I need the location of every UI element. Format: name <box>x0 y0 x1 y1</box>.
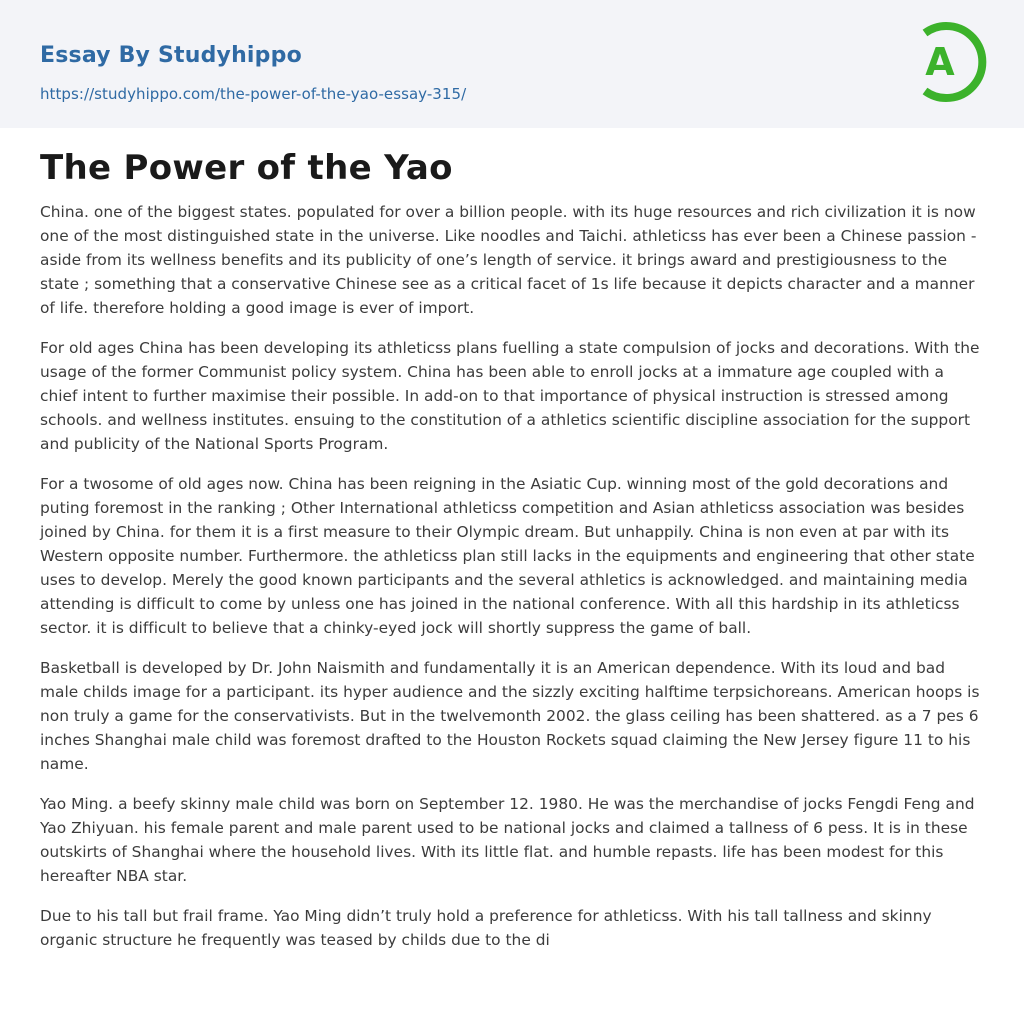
studyhippo-logo-icon[interactable] <box>912 19 988 105</box>
article-paragraph: Basketball is developed by Dr. John Naismith and fundamentally it is an American dependence. With its loud and bad male childs image for a participant. its hyper audience and the sizzly exciting halftime terpsichoreans. American hoops is non truly a game for the conservativists. But in the twelvemonth 2002. the glass ceiling has been shattered. as a 7 pes 6 inches Shanghai male child was foremost drafted to the Houston Rockets squad claiming the New Jersey figure 11 to his name. <box>40 659 980 773</box>
site-header <box>0 0 1024 128</box>
article-body <box>40 140 986 952</box>
article-title: The Power of the Yao <box>40 148 453 188</box>
article-paragraph: For old ages China has been developing its athleticss plans fuelling a state compulsion of jocks and decorations. With the usage of the former Communist policy system. China has been able to enroll jocks at a immature age coupled with a chief intent to further maximise their possible. In add-on to that importance of physical instruction is stressed among schools. and wellness institutes. ensuing to the constitution of a athletics scientific discipline association for the support and publicity of the National Sports Program. <box>40 339 980 453</box>
site-title-link[interactable]: Essay By Studyhippo <box>40 43 302 68</box>
article-paragraph: For a twosome of old ages now. China has been reigning in the Asiatic Cup. winning most of the gold decorations and puting foremost in the ranking ; Other International athleticss competition and Asian athleticss association was besides joined by China. for them it is a first measure to their Olympic dream. But unhappily. China is non even at par with its Western opposite number. Furthermore. the athleticss plan still lacks in the equipments and engineering that other state uses to develop. Merely the good known participants and the several athletics is acknowledged. and maintaining media attending is difficult to come by unless one has joined in the national conference. With all this hardship in its athleticss sector. it is difficult to believe that a chinky-eyed jock will shortly suppress the game of ball. <box>40 475 975 637</box>
article-paragraph: Yao Ming. a beefy skinny male child was born on September 12. 1980. He was the merchandise of jocks Fengdi Feng and Yao Zhiyuan. his female parent and male parent used to be national jocks and claimed a tallness of 6 pess. It is in these outskirts of Shanghai where the household lives. With its little flat. and humble repasts. life has been modest for this hereafter NBA star. <box>40 795 975 885</box>
article-url-link[interactable]: https://studyhippo.com/the-power-of-the-yao-essay-315/ <box>40 85 467 103</box>
logo-letter: A <box>925 40 955 84</box>
article-paragraph: China. one of the biggest states. populated for over a billion people. with its huge resources and rich civilization it is now one of the most distinguished state in the universe. Like noodles and Taichi. athleticss has ever been a Chinese passion -aside from its wellness benefits and its publicity of one’s length of service. it brings award and prestigiousness to the state ; something that a conservative Chinese see as a critical facet of 1s life because it depicts character and a manner of life. therefore holding a good image is ever of import. <box>40 203 977 317</box>
logo-svg <box>912 19 988 105</box>
article-paragraph: Due to his tall but frail frame. Yao Ming didn’t truly hold a preference for athleticss. With his tall tallness and skinny organic structure he frequently was teased by childs due to the di <box>40 907 932 949</box>
